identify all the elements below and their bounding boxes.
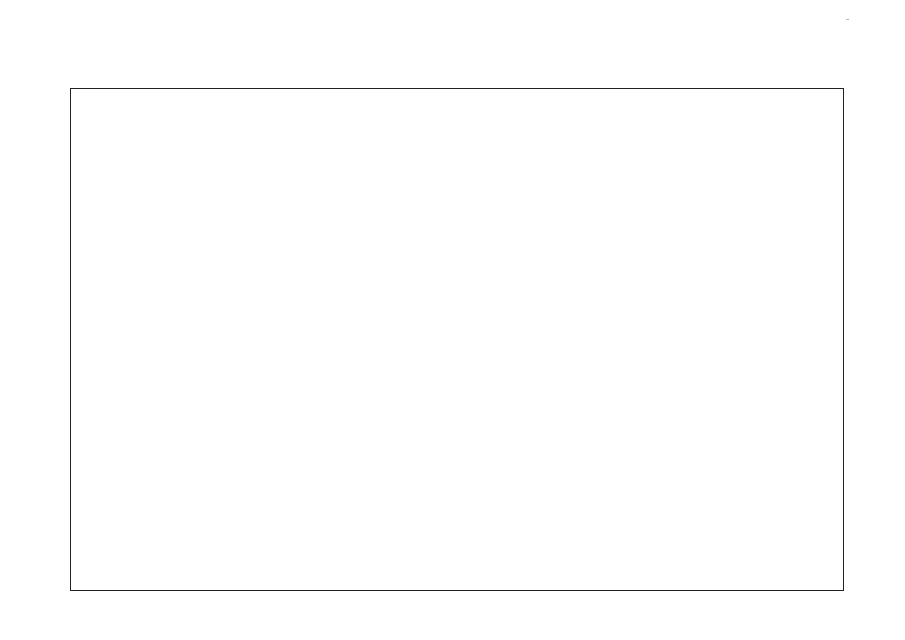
financing-table — [70, 88, 844, 591]
scan-mark: - — [846, 14, 850, 25]
table-border — [70, 88, 844, 591]
